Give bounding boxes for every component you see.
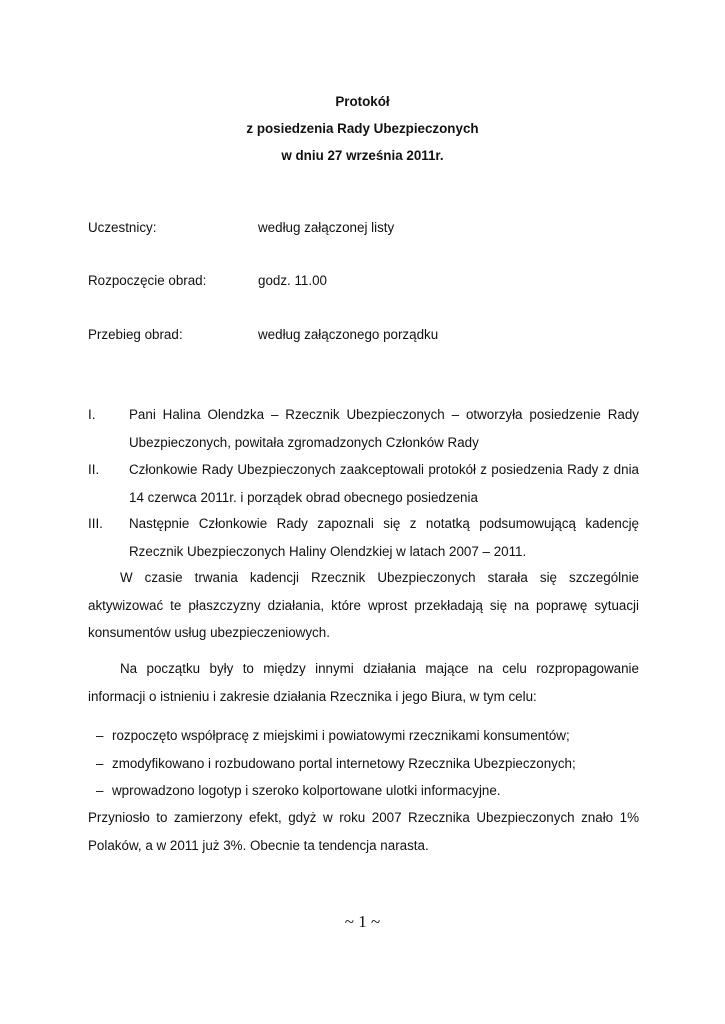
list-item	[88, 777, 639, 805]
list-item-number: III.	[88, 516, 103, 531]
list-item-number: I.	[88, 407, 96, 422]
title-line-meeting: z posiedzenia Rady Ubezpieczonych	[246, 121, 479, 136]
page-number: ~ 1 ~	[344, 912, 381, 931]
paragraph-kadencja: W czasie trwania kadencji Rzecznik Ubezpieczonych starała się szczególnie aktywizować te płaszczyzny działania, które wprost przekładają się na poprawę sytuacji konsumentów usług ubezpieczeniowych.	[88, 570, 639, 640]
list-item-text: wprowadzono logotyp i szeroko kolportowane ulotki informacyjne.	[112, 783, 501, 798]
list-item-text: zmodyfikowano i rozbudowano portal internetowy Rzecznika Ubezpieczonych;	[112, 755, 576, 771]
dash-bullet-icon: –	[96, 783, 104, 798]
title-line-date: w dniu 27 września 2011r.	[281, 148, 444, 163]
list-item-i	[88, 401, 639, 456]
list-item-number: II.	[88, 462, 100, 477]
meta-value: godz. 11.00	[258, 273, 327, 288]
meta-agenda	[88, 327, 648, 347]
meta-value: według załączonego porządku	[258, 327, 439, 342]
list-item-text: rozpoczęto współpracę z miejskimi i powiatowymi rzecznikami konsumentów;	[112, 728, 570, 743]
meta-label: Uczestnicy:	[88, 220, 157, 235]
dash-bullet-icon: –	[96, 755, 104, 771]
dash-bullet-icon: –	[96, 728, 104, 743]
list-item-iii	[88, 510, 639, 565]
meta-start	[88, 273, 648, 293]
meta-value: według załączonej listy	[258, 220, 395, 235]
meta-label: Rozpoczęcie obrad:	[88, 273, 207, 288]
list-item-text: Członkowie Rady Ubezpieczonych zaakceptowali protokół z posiedzenia Rady z dnia 14 czerwca 2011r. i porządek obrad obecnego posiedzenia	[129, 462, 639, 505]
dash-list	[88, 722, 639, 805]
paragraph-poczatek: Na początku były to między innymi działania mające na celu rozpropagowanie informacji o istnieniu i zakresie działania Rzecznika i jego Biura, w tym celu:	[88, 661, 639, 704]
meta-label: Przebieg obrad:	[88, 327, 183, 342]
meta-participants	[88, 220, 648, 240]
list-item-text: Następnie Członkowie Rady zapoznali się z notatką podsumowującą kadencję Rzecznik Ubezpieczonych Haliny Olendzkiej w latach 2007 – 2011.	[129, 516, 639, 559]
list-item-ii	[88, 456, 639, 511]
list-item	[88, 750, 639, 778]
list-item	[88, 722, 639, 750]
list-item-text: Pani Halina Olendzka – Rzecznik Ubezpieczonych – otworzyła posiedzenie Rady Ubezpieczonych, powitała zgromadzonych Członków Rady	[129, 407, 639, 450]
document-title	[0, 88, 725, 169]
title-line-protokol: Protokół	[335, 94, 390, 109]
paragraph-efekt: Przyniosło to zamierzony efekt, gdyż w roku 2007 Rzecznika Ubezpieczonych znało 1% Polaków, a w 2011 już 3%. Obecnie ta tendencja narasta.	[88, 810, 639, 853]
